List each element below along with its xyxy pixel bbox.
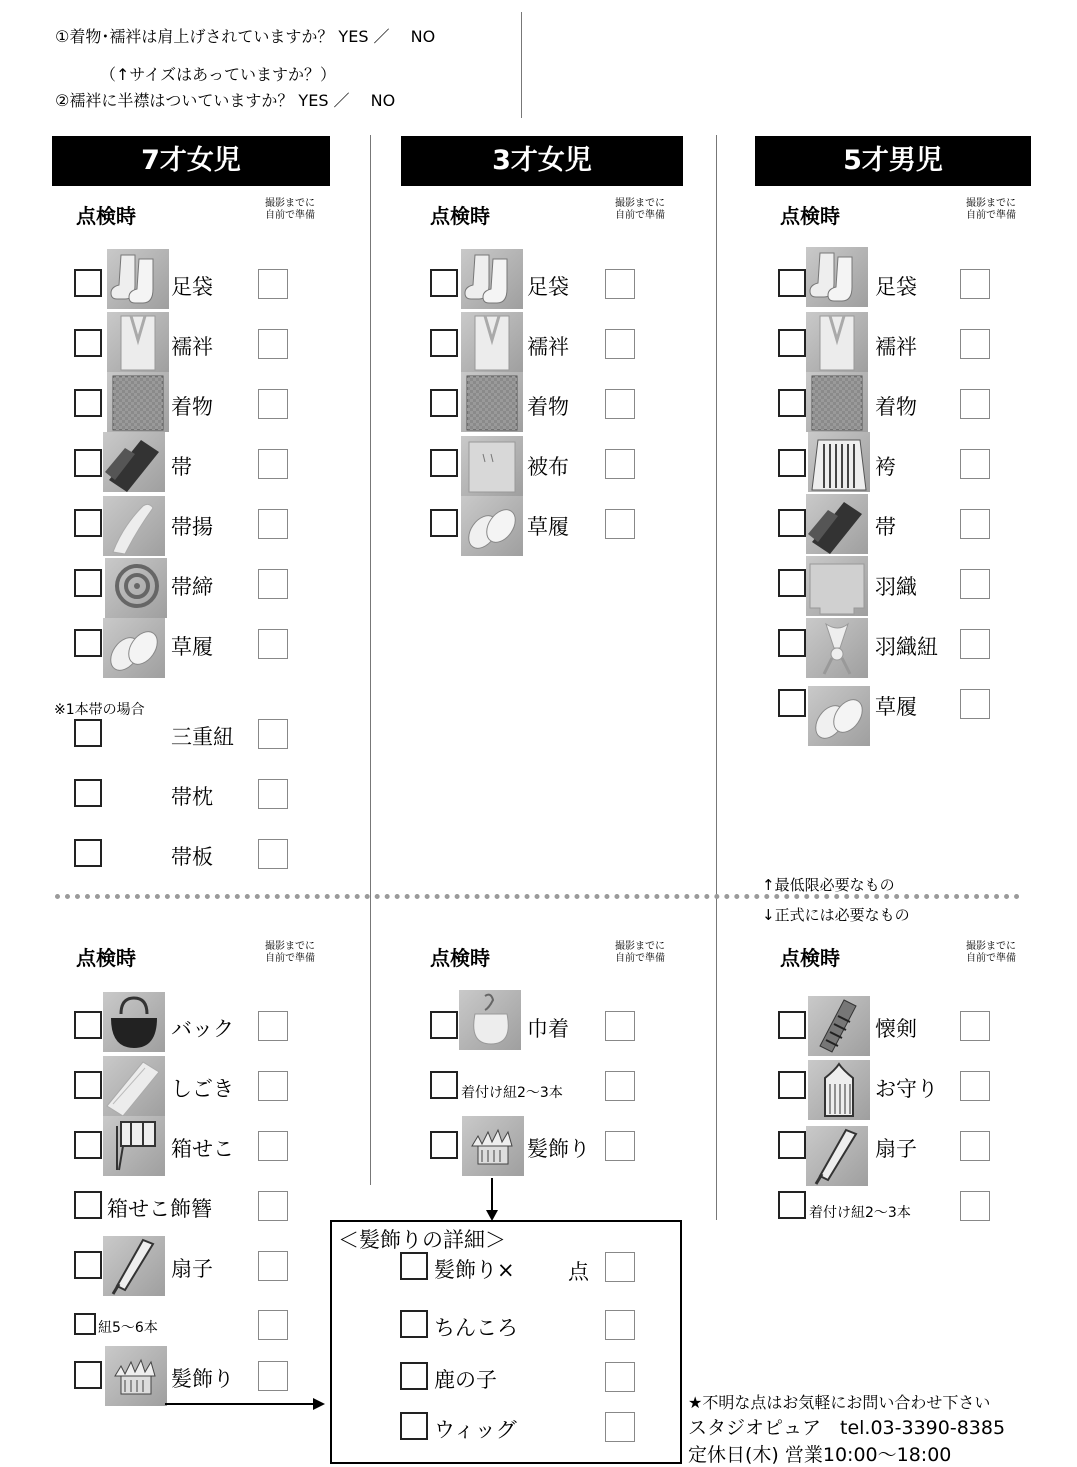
self-prep-box[interactable] [258,1361,288,1391]
question-1: ①着物･襦袢は肩上げされていますか？ YES ／ NO [55,27,436,46]
self-prep-box[interactable] [258,569,288,599]
self-prep-box[interactable] [960,1131,990,1161]
zori-icon [103,618,165,678]
self-prep-box[interactable] [258,1071,288,1101]
tenken-label: 点検時 [76,204,136,228]
self-prep-box[interactable] [605,1071,635,1101]
check-box[interactable] [74,389,102,417]
check-box[interactable] [778,689,806,717]
item-label: バック [171,1017,234,1041]
tenken-label: 点検時 [430,946,490,970]
check-box[interactable] [74,779,102,807]
question-2: ②襦袢に半襟はついていますか？ YES ／ NO [55,91,396,110]
item-label: 足袋 [875,275,917,299]
check-box[interactable] [74,1071,102,1099]
juban-icon [107,312,169,372]
column-divider-1 [370,135,371,1185]
check-box[interactable] [74,1011,102,1039]
hair-detail-box [330,1220,682,1464]
self-prep-box[interactable] [960,509,990,539]
zori-icon [808,686,870,746]
self-prep-box[interactable] [258,1011,288,1041]
item-label: 箱せこ [171,1137,234,1161]
count-label: 点 [568,1260,589,1284]
check-box[interactable] [74,269,102,297]
check-box[interactable] [778,269,806,297]
kimono-icon [107,372,169,432]
omamori-icon [808,1060,870,1120]
column-divider-2 [716,135,717,1220]
item-label: 羽織紐 [875,635,938,659]
bag-icon [103,992,165,1052]
footer-studio-tel: スタジオピュア tel.03-3390-8385 [688,1417,1006,1439]
item-label: 着付け紐2～3本 [809,1205,911,1221]
check-box[interactable] [430,329,458,357]
self-prep-box[interactable] [258,1310,288,1340]
self-prep-box[interactable] [960,1071,990,1101]
section-divider [55,894,1020,899]
item-label: 帯 [171,455,192,479]
item-label: 帯枕 [171,785,213,809]
self-prep-box[interactable] [605,509,635,539]
check-box[interactable] [74,449,102,477]
item-label: 襦袢 [875,335,917,359]
sensu-icon [806,1126,868,1186]
self-prep-box[interactable] [258,629,288,659]
self-prep-box[interactable] [605,1131,635,1161]
check-box[interactable] [400,1412,428,1440]
sensu-icon [103,1236,165,1296]
tabi-icon [461,249,523,309]
self-prep-box[interactable] [605,329,635,359]
check-box[interactable] [74,629,102,657]
check-box[interactable] [778,449,806,477]
check-box[interactable] [778,1191,806,1219]
item-label: 三重紐 [171,725,234,749]
item-label: 襦袢 [171,335,213,359]
check-box[interactable] [74,1131,102,1159]
tenken-label: 点検時 [76,946,136,970]
check-box[interactable] [430,509,458,537]
footer-hours: 定休日(木) 営業10:00～18:00 [688,1444,952,1466]
kamikazari-icon [462,1116,524,1176]
header-girl7: 7才女児 [52,136,330,186]
item-label: 扇子 [171,1257,213,1281]
self-prep-box[interactable] [605,389,635,419]
self-prep-box[interactable] [258,1191,288,1221]
arrow-right-icon [165,1396,327,1412]
self-prep-box[interactable] [960,389,990,419]
header-boy5: 5才男児 [755,136,1031,186]
tabi-icon [806,247,868,307]
check-box[interactable] [400,1310,428,1338]
minimum-needed-note: ↑最低限必要なもの [762,876,895,894]
item-label: 帯揚 [171,515,213,539]
check-box[interactable] [74,719,102,747]
self-prep-box[interactable] [258,269,288,299]
item-label: 着物 [171,395,213,419]
check-box[interactable] [430,1071,458,1099]
self-prep-box[interactable] [605,269,635,299]
header-girl3: 3才女児 [401,136,683,186]
check-box[interactable] [74,569,102,597]
self-prep-label: 撮影までに 自前で準備 [615,941,665,964]
self-prep-box[interactable] [960,269,990,299]
item-label: 紐5～6本 [98,1320,158,1336]
hifu-icon [461,436,523,496]
item-label: 鹿の子 [434,1368,497,1392]
check-box[interactable] [74,1313,96,1335]
juban-icon [461,312,523,372]
obiage-icon [103,496,165,556]
self-prep-box[interactable] [605,1362,635,1392]
item-label: 草履 [527,515,569,539]
item-label: ちんころ [434,1316,518,1340]
haori-himo-icon [806,618,868,678]
self-prep-box[interactable] [258,719,288,749]
kinchaku-icon [459,990,521,1050]
shigoki-icon [103,1056,165,1116]
tabi-icon [107,249,169,309]
self-prep-box[interactable] [960,329,990,359]
item-label: 髪飾り [171,1367,234,1391]
self-prep-box[interactable] [258,329,288,359]
self-prep-box[interactable] [960,689,990,719]
check-box[interactable] [778,1131,806,1159]
self-prep-box[interactable] [605,449,635,479]
self-prep-label: 撮影までに 自前で準備 [615,198,665,221]
item-label: 着物 [875,395,917,419]
check-box[interactable] [778,389,806,417]
item-label: 被布 [527,455,569,479]
item-label: 帯 [875,515,896,539]
kamikazari-icon [105,1346,167,1406]
self-prep-box[interactable] [258,779,288,809]
item-label: 帯締 [171,575,213,599]
question-1-sub: （↑サイズはあっていますか？） [100,65,336,84]
hakama-icon [808,432,870,492]
self-prep-label: 撮影までに 自前で準備 [966,941,1016,964]
tenken-label: 点検時 [780,204,840,228]
check-box[interactable] [430,389,458,417]
check-box[interactable] [430,449,458,477]
check-box[interactable] [74,839,102,867]
self-prep-box[interactable] [258,449,288,479]
top-divider-line [521,12,522,118]
item-label: 足袋 [171,275,213,299]
item-label: 髪飾り× [434,1258,515,1282]
item-label: 着付け紐2～3本 [461,1085,563,1101]
check-box[interactable] [778,569,806,597]
tenken-label: 点検時 [780,946,840,970]
item-label: ウィッグ [434,1418,517,1442]
check-box[interactable] [74,1191,102,1219]
item-label: 草履 [875,695,917,719]
item-label: 襦袢 [527,335,569,359]
item-label: 羽織 [875,575,917,599]
zori-icon [461,496,523,556]
self-prep-box[interactable] [960,1011,990,1041]
check-box[interactable] [74,329,102,357]
item-label: 扇子 [875,1137,917,1161]
self-prep-box[interactable] [605,1252,635,1282]
item-label: 髪飾り [527,1137,590,1161]
kimono-icon [806,372,868,432]
self-prep-box[interactable] [960,629,990,659]
check-box[interactable] [430,269,458,297]
kaiken-icon [808,996,870,1056]
haori-icon [806,556,868,616]
self-prep-box[interactable] [258,509,288,539]
self-prep-box[interactable] [605,1412,635,1442]
arrow-down-icon [484,1178,500,1222]
check-box[interactable] [74,509,102,537]
footer-inquiry: ★不明な点はお気軽にお問い合わせ下さい [688,1393,991,1412]
obi-icon [806,494,868,554]
item-label: 足袋 [527,275,569,299]
check-box[interactable] [400,1252,428,1280]
check-box[interactable] [778,1071,806,1099]
check-box[interactable] [74,1361,102,1389]
self-prep-box[interactable] [258,389,288,419]
item-label: 袴 [875,455,896,479]
kimono-icon [461,372,523,432]
check-box[interactable] [430,1011,458,1039]
item-label: 着物 [527,395,569,419]
single-obi-note: ※1本帯の場合 [54,702,145,718]
hakoseko-icon [103,1116,165,1176]
item-label: 懐剣 [875,1017,917,1041]
check-box[interactable] [778,629,806,657]
self-prep-box[interactable] [960,569,990,599]
check-box[interactable] [400,1362,428,1390]
check-box[interactable] [430,1131,458,1159]
juban-icon [806,312,868,372]
self-prep-box[interactable] [258,1251,288,1281]
self-prep-box[interactable] [258,1131,288,1161]
item-label: 巾着 [527,1017,569,1041]
obijime-icon [105,558,167,618]
self-prep-box[interactable] [605,1310,635,1340]
obi-icon [103,432,165,492]
item-label: 箱せこ飾簪 [107,1197,212,1221]
self-prep-box[interactable] [960,1191,990,1221]
formal-needed-note: ↓正式には必要なもの [762,906,910,924]
self-prep-box[interactable] [960,449,990,479]
item-label: 帯板 [171,845,213,869]
check-box[interactable] [778,509,806,537]
check-box[interactable] [778,1011,806,1039]
self-prep-box[interactable] [605,1011,635,1041]
item-label: しごき [171,1077,234,1101]
self-prep-label: 撮影までに 自前で準備 [265,941,315,964]
item-label: お守り [875,1077,938,1101]
tenken-label: 点検時 [430,204,490,228]
self-prep-label: 撮影までに 自前で準備 [966,198,1016,221]
self-prep-box[interactable] [258,839,288,869]
self-prep-label: 撮影までに 自前で準備 [265,198,315,221]
item-label: 草履 [171,635,213,659]
check-box[interactable] [74,1251,102,1279]
check-box[interactable] [778,329,806,357]
hair-detail-title: ＜髪飾りの詳細＞ [338,1228,506,1252]
